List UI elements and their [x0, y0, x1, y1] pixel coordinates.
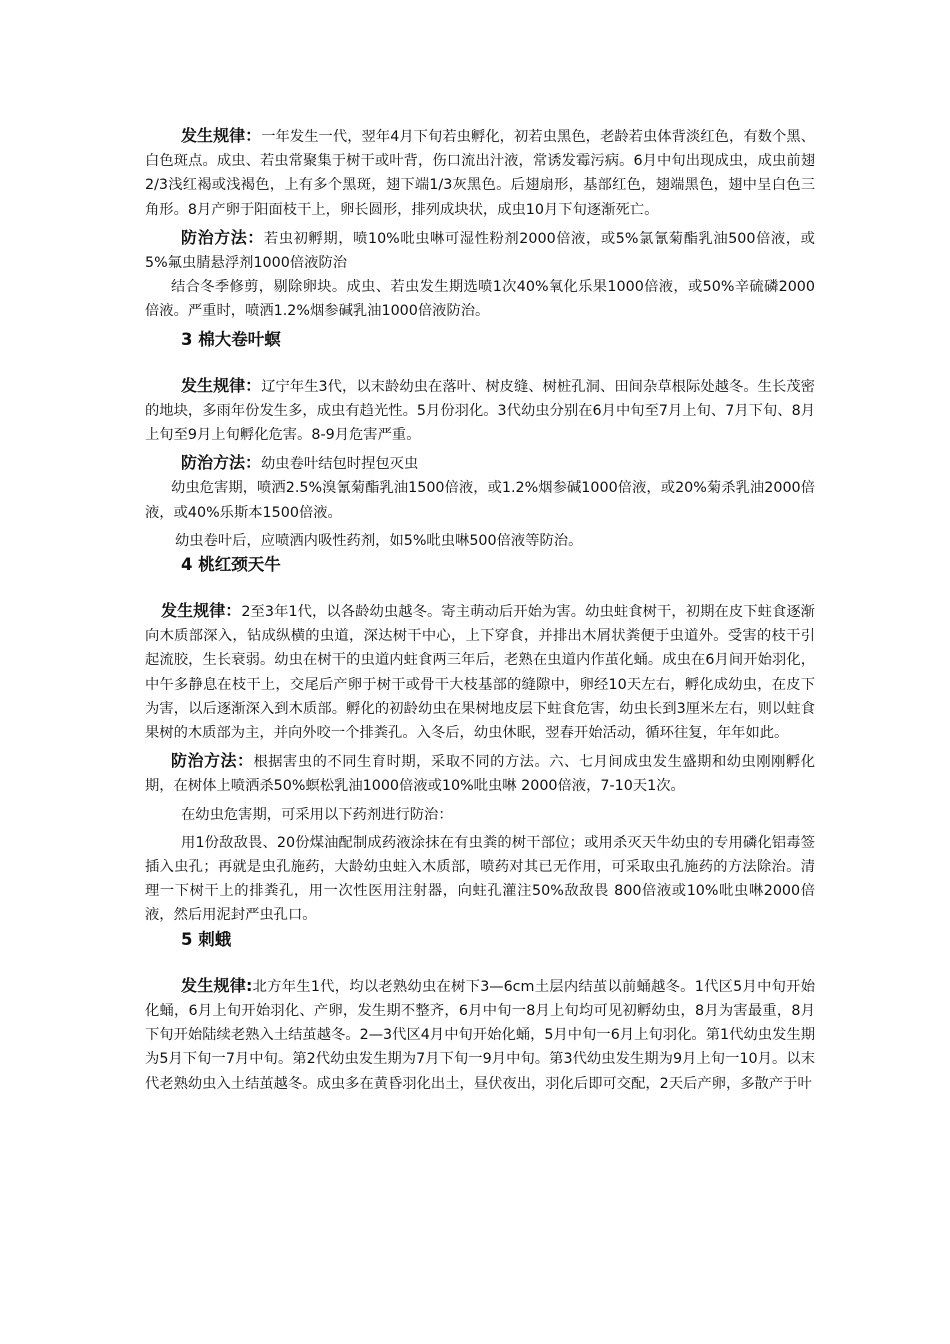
s4-control-paragraph [145, 749, 815, 798]
s3-control-paragraph [145, 451, 815, 476]
s3-control-label: 防治方法： [181, 453, 262, 473]
s2-rule-text: 一年发生一代，翌年4月下旬若虫孵化，初若虫黑色，老龄若虫体背淡红色，有数个黑、白色斑点。成虫、若虫常聚集于树干或叶背，伤口流出汁液，常诱发霉污病。6月中旬出现成虫，成虫前翅2/3浅红褐或浅褐色，上有多个黑斑，翅下端1/3灰黑色。后翅扇形，基部红色，翅端黑色，翅中呈白色三角形。8月产卵于阳面枝干上，卵长圆形，排列成块状，成虫10月下旬逐渐死亡。 [145, 129, 815, 218]
s3-rule-label: 发生规律： [181, 375, 262, 395]
s5-rule-paragraph [145, 974, 815, 1096]
s4-control-paragraph-3: 用1份敌敌畏、20份煤油配制成药液涂抹在有虫粪的树干部位；或用杀灭天牛幼虫的专用磷化铝毒签插入虫孔；再就是虫孔施药，大龄幼虫蛀入木质部，喷药对其已无作用，可采取虫孔施药的方法除治。清理一下树干上的排粪孔，用一次性医用注射器，向蛀孔灌注50%敌敌畏 800倍液或10%吡虫啉2000倍液，然后用泥封严虫孔口。 [145, 834, 815, 924]
s3-rule-text: 辽宁年生3代，以末龄幼虫在落叶、树皮缝、树桩孔洞、田间杂草根际处越冬。生长茂密的地块，多雨年份发生多，成虫有趋光性。5月份羽化。3代幼虫分别在6月中旬至7月上旬、7月下旬、8月上旬至9月上旬孵化危害。8-9月危害严重。 [145, 378, 815, 444]
s4-rule-text: 2至3年1代，以各龄幼虫越冬。寄主萌动后开始为害。幼虫蛀食树干，初期在皮下蛀食逐渐向木质部深入，钻成纵横的虫道，深达树干中心，上下穿食，并排出木屑状粪便于虫道外。受害的枝干引起流胶，生长衰弱。幼虫在树干的虫道内蛀食两三年后，老熟在虫道内作茧化蛹。成虫在6月间开始羽化，中午多静息在枝干上，交尾后产卵于树干或骨干大枝基部的缝隙中，卵经10天左右，孵化成幼虫，在皮下为害，以后逐渐深入到木质部。孵化的初龄幼虫在果树地皮层下蛀食危害，幼虫长到3厘米左右，则以蛀食果树的木质部为主，并向外咬一个排粪孔。入冬后，幼虫休眠，翌春开始活动，循环往复，年年如此。 [145, 604, 815, 742]
s4-control-paragraph-2: 在幼虫危害期，可采用以下药剂进行防治： [181, 806, 453, 823]
s2-control-text: 若虫初孵期，喷10%吡虫啉可湿性粉剂2000倍液，或5%氯氰菊酯乳油500倍液，或5%氟虫腈悬浮剂1000倍液防治 [145, 230, 815, 272]
s2-control-paragraph-2: 结合冬季修剪，剔除卵块。成虫、若虫发生期选喷1次40%氧化乐果1000倍液，或50%辛硫磷2000倍液。严重时，喷洒1.2%烟参碱乳油1000倍液防治。 [145, 279, 815, 320]
s3-control-paragraph-3: 幼虫卷叶后，应喷洒内吸性药剂，如5%吡虫啉500倍液等防治。 [175, 532, 583, 549]
s3-control-text: 幼虫卷叶结包时捏包灭虫 [261, 456, 419, 473]
s5-rule-text: 北方年生1代，均以老熟幼虫在树下3—6cm土层内结茧以前蛹越冬。1代区5月中旬开始化蛹，6月上旬开始羽化、产卵，发生期不整齐，6月中旬一8月上旬均可见初孵幼虫，8月为害最重，8月下旬开始陆续老熟入土结茧越冬。2—3代区4月中旬开始化蛹，5月中旬一6月上旬羽化。第1代幼虫发生期为5月下旬一7月中旬。第2代幼虫发生期为7月下旬一9月中旬。第3代幼虫发生期为9月上旬一10月。以末代老熟幼虫入土结茧越冬。成虫多在黄昏羽化出土，昼伏夜出，羽化后即可交配，2天后产卵，多散产于叶 [145, 978, 816, 1092]
s5-title: 5 刺蛾 [181, 929, 232, 949]
s4-control-label: 防治方法： [171, 751, 254, 771]
s4-rule-paragraph [145, 599, 815, 745]
s5-rule-label: 发生规律: [181, 975, 253, 995]
s4-rule-label: 发生规律： [161, 601, 242, 621]
s2-rule-label: 发生规律： [181, 126, 262, 145]
s3-control-paragraph-2: 幼虫危害期，喷洒2.5%溴氰菊酯乳油1500倍液，或1.2%烟参碱1000倍液，或20%菊杀乳油2000倍液，或40%乐斯本1500倍液。 [145, 480, 815, 521]
s2-control-paragraph [145, 226, 815, 275]
document-page [145, 124, 815, 1096]
s3-title: 3 棉大卷叶螟 [181, 329, 281, 349]
s3-rule-paragraph [145, 374, 815, 448]
s4-control-text: 根据害虫的不同生育时期，采取不同的方法。六、七月间成虫发生盛期和幼虫刚刚孵化期，在树体上喷洒杀50%螟松乳油1000倍液或10%吡虫啉 2000倍液，7-10天1次。 [145, 754, 815, 795]
s2-rule-paragraph [145, 124, 815, 222]
s2-control-label: 防治方法： [181, 227, 264, 247]
s4-title: 4 桃红颈天牛 [181, 555, 281, 575]
